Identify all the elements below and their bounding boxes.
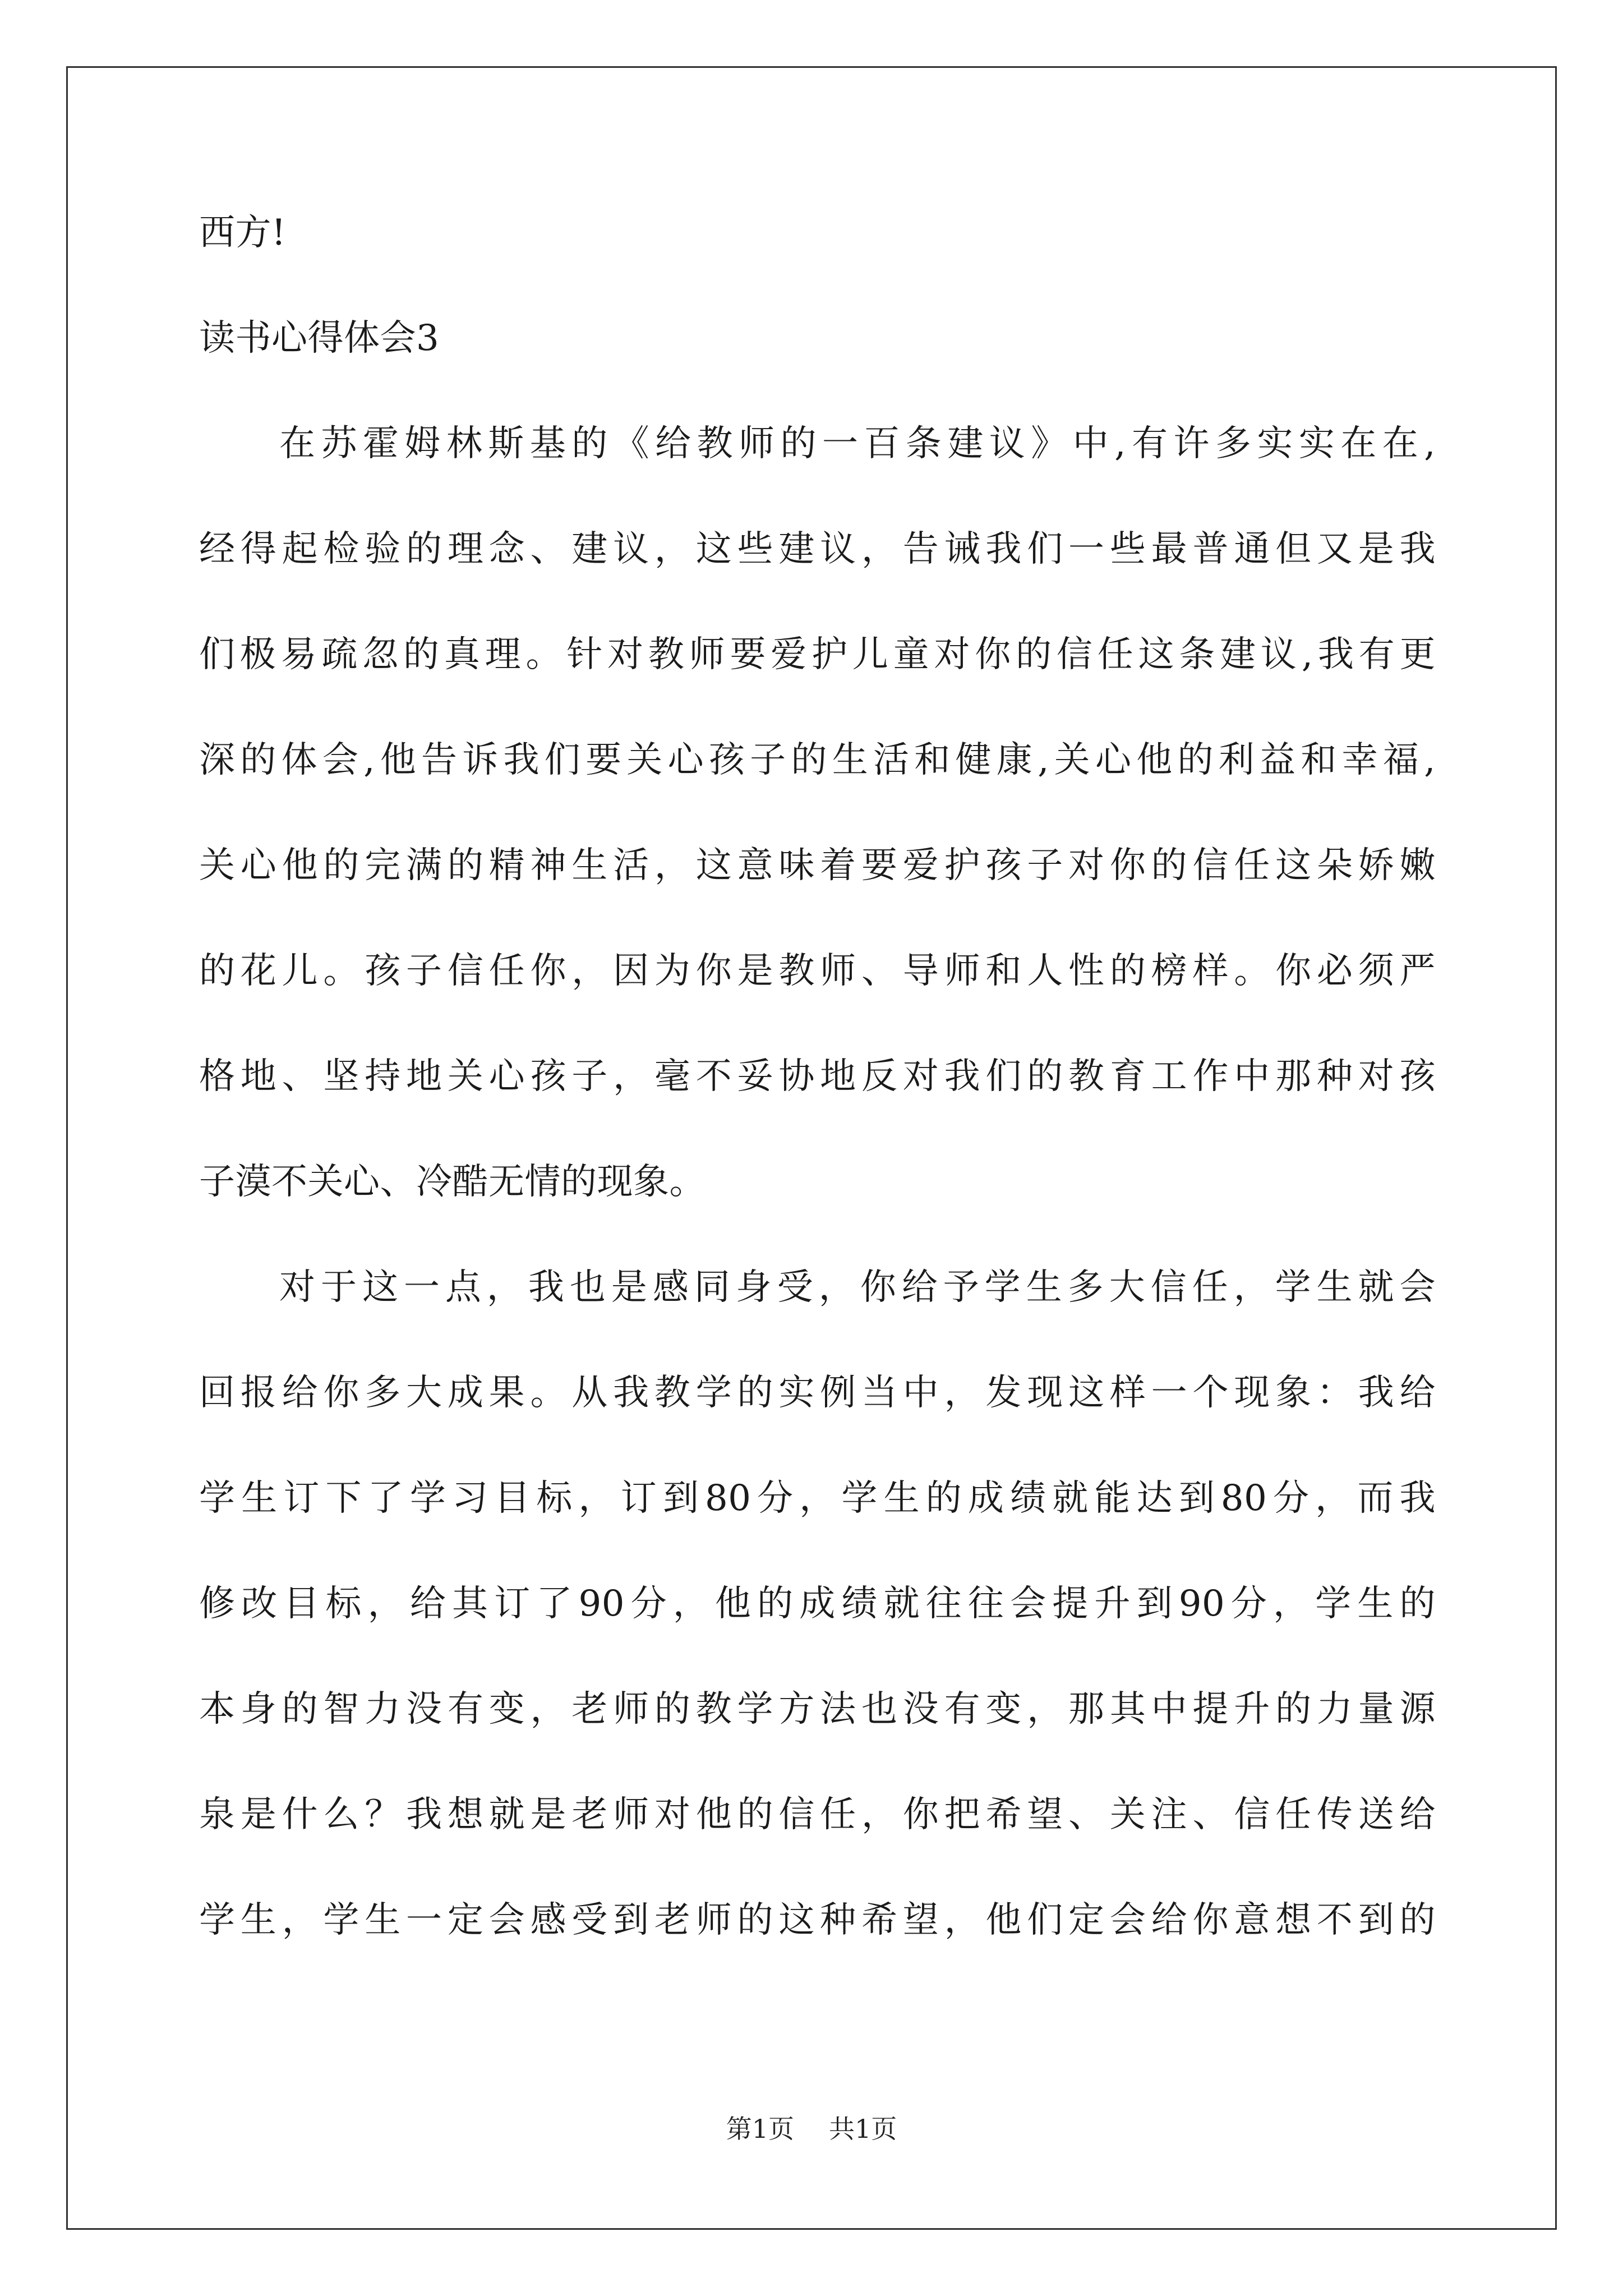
document-body <box>199 212 1436 2005</box>
page-footer <box>0 2115 1623 2143</box>
paragraph-line: 深的体会,他告诉我们要关心孩子的生活和健康,关心他的利益和幸福, <box>199 739 1436 781</box>
paragraph-line: 泉是什么？我想就是老师对他的信任，你把希望、关注、信任传送给 <box>199 1794 1436 1835</box>
paragraph-line: 们极易疏忽的真理。针对教师要爱护儿童对你的信任这条建议,我有更 <box>199 634 1436 675</box>
paragraph-line: 学生订下了学习目标，订到80分，学生的成绩就能达到80分，而我 <box>199 1478 1436 1519</box>
paragraph-line: 对于这一点，我也是感同身受，你给予学生多大信任，学生就会 <box>279 1267 1436 1308</box>
page-number-current: 第1页 <box>726 2114 794 2144</box>
paragraph-line: 学生，学生一定会感受到老师的这种希望，他们定会给你意想不到的 <box>199 1899 1436 1941</box>
paragraph-line: 经得起检验的理念、建议，这些建议，告诫我们一些最普通但又是我 <box>199 528 1436 570</box>
text-line: 西方! <box>199 212 287 254</box>
paragraph-line: 修改目标，给其订了90分，他的成绩就往往会提升到90分，学生的 <box>199 1583 1436 1625</box>
paragraph-line: 子漠不关心、冷酷无情的现象。 <box>199 1161 706 1203</box>
paragraph-line: 的花儿。孩子信任你，因为你是教师、导师和人性的榜样。你必须严 <box>199 950 1436 992</box>
paragraph-line: 在苏霍姆林斯基的《给教师的一百条建议》中,有许多实实在在, <box>279 423 1436 464</box>
paragraph-line: 格地、坚持地关心孩子，毫不妥协地反对我们的教育工作中那种对孩 <box>199 1056 1436 1097</box>
paragraph-line: 回报给你多大成果。从我教学的实例当中，发现这样一个现象：我给 <box>199 1372 1436 1414</box>
section-heading: 读书心得体会3 <box>199 318 440 359</box>
paragraph-line: 本身的智力没有变，老师的教学方法也没有变，那其中提升的力量源 <box>199 1688 1436 1730</box>
page-number-total: 共1页 <box>829 2114 897 2144</box>
paragraph-line: 关心他的完满的精神生活，这意味着要爱护孩子对你的信任这朵娇嫩 <box>199 845 1436 886</box>
